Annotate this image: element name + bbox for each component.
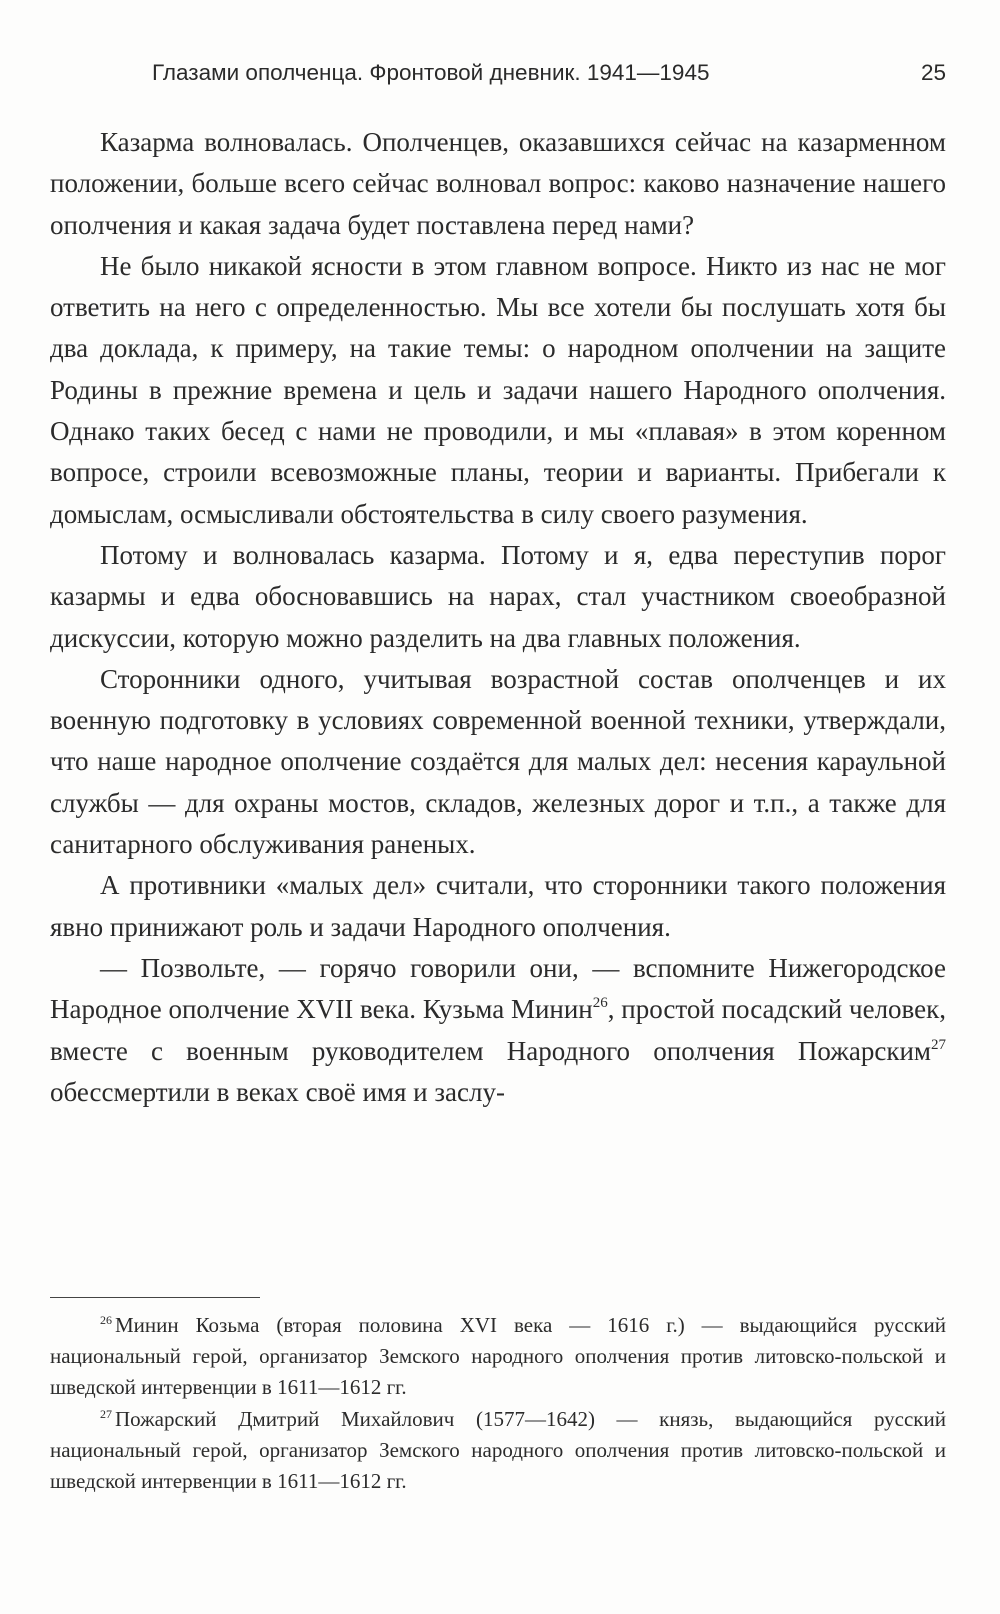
paragraph-6-part-3: обессмертили в веках своё имя и заслу- bbox=[50, 1076, 505, 1107]
page-number: 25 bbox=[920, 60, 946, 85]
footnote-marker: 26 bbox=[100, 1313, 112, 1327]
footnote-text: Пожарский Дмитрий Михайлович (1577—1642) — князь, выдающийся русский национальный герой, организатор Земского народного ополчения против литовско-польской и шведской интервенции в 1611—1612 гг. bbox=[50, 1407, 946, 1493]
footnote-27 bbox=[50, 1404, 946, 1496]
paragraph-6-part-2: , простой посадский человек, вместе с военным руководителем Народного ополчения Пожарским bbox=[50, 994, 946, 1066]
paragraph-6 bbox=[50, 948, 946, 1113]
footnote-ref-26[interactable]: 26 bbox=[592, 995, 608, 1012]
footnote-ref-27[interactable]: 27 bbox=[931, 1036, 946, 1053]
footnotes bbox=[50, 1310, 946, 1499]
running-head-title: Глазами ополченца. Фронтовой дневник. 1941—1945 bbox=[152, 60, 710, 85]
footnote-text: Минин Козьма (вторая половина XVI века — 1616 г.) — выдающийся русский национальный герой, организатор Земского народного ополчения против литовско-польской и шведской интервенции в 1611—1612 гг. bbox=[50, 1313, 946, 1399]
paragraph-2: Не было никакой ясности в этом главном вопросе. Никто из нас не мог ответить на него с определенностью. Мы все хотели бы послушать хотя бы два доклада, к примеру, на такие темы: о народном ополчении на защите Родины в прежние времена и цель и задачи нашего Народного ополчения. Однако таких бесед с нами не проводили, и мы «плавая» в этом коренном вопросе, строили всевозможные планы, теории и варианты. Прибегали к домыслам, осмысливали обстоятельства в силу своего разумения. bbox=[50, 250, 946, 529]
paragraph-4: Сторонники одного, учитывая возрастной состав ополченцев и их военную подготовку в условиях современной военной техники, утверждали, что наше народное ополчение создаётся для малых дел: несения караульной службы — для охраны мостов, складов, железных дорог и т.п., а также для санитарного обслуживания раненых. bbox=[50, 663, 946, 860]
running-head bbox=[152, 60, 946, 90]
paragraph-3: Потому и волновалась казарма. Потому и я, едва переступив порог казармы и едва обосновавшись на нарах, стал участником своеобразной дискуссии, которую можно разделить на два главных положения. bbox=[50, 539, 946, 653]
footnote-divider bbox=[50, 1297, 260, 1298]
body-text bbox=[50, 122, 946, 1113]
paragraph-6-part-1: — Позвольте, — горячо говорили они, — вспомните Нижегородское Народное ополчение XVII века. Кузьма Минин bbox=[50, 952, 946, 1025]
paragraph-1: Казарма волновалась. Ополченцев, оказавшихся сейчас на казарменном положении, больше всего сейчас волновал вопрос: каково назначение нашего ополчения и какая задача будет поставлена перед нами? bbox=[50, 127, 946, 240]
footnote-marker: 27 bbox=[100, 1407, 112, 1422]
footnote-26 bbox=[50, 1310, 946, 1402]
paragraph-5: А противники «малых дел» считали, что сторонники такого положения явно принижают роль и задачи Народного ополчения. bbox=[50, 870, 946, 942]
